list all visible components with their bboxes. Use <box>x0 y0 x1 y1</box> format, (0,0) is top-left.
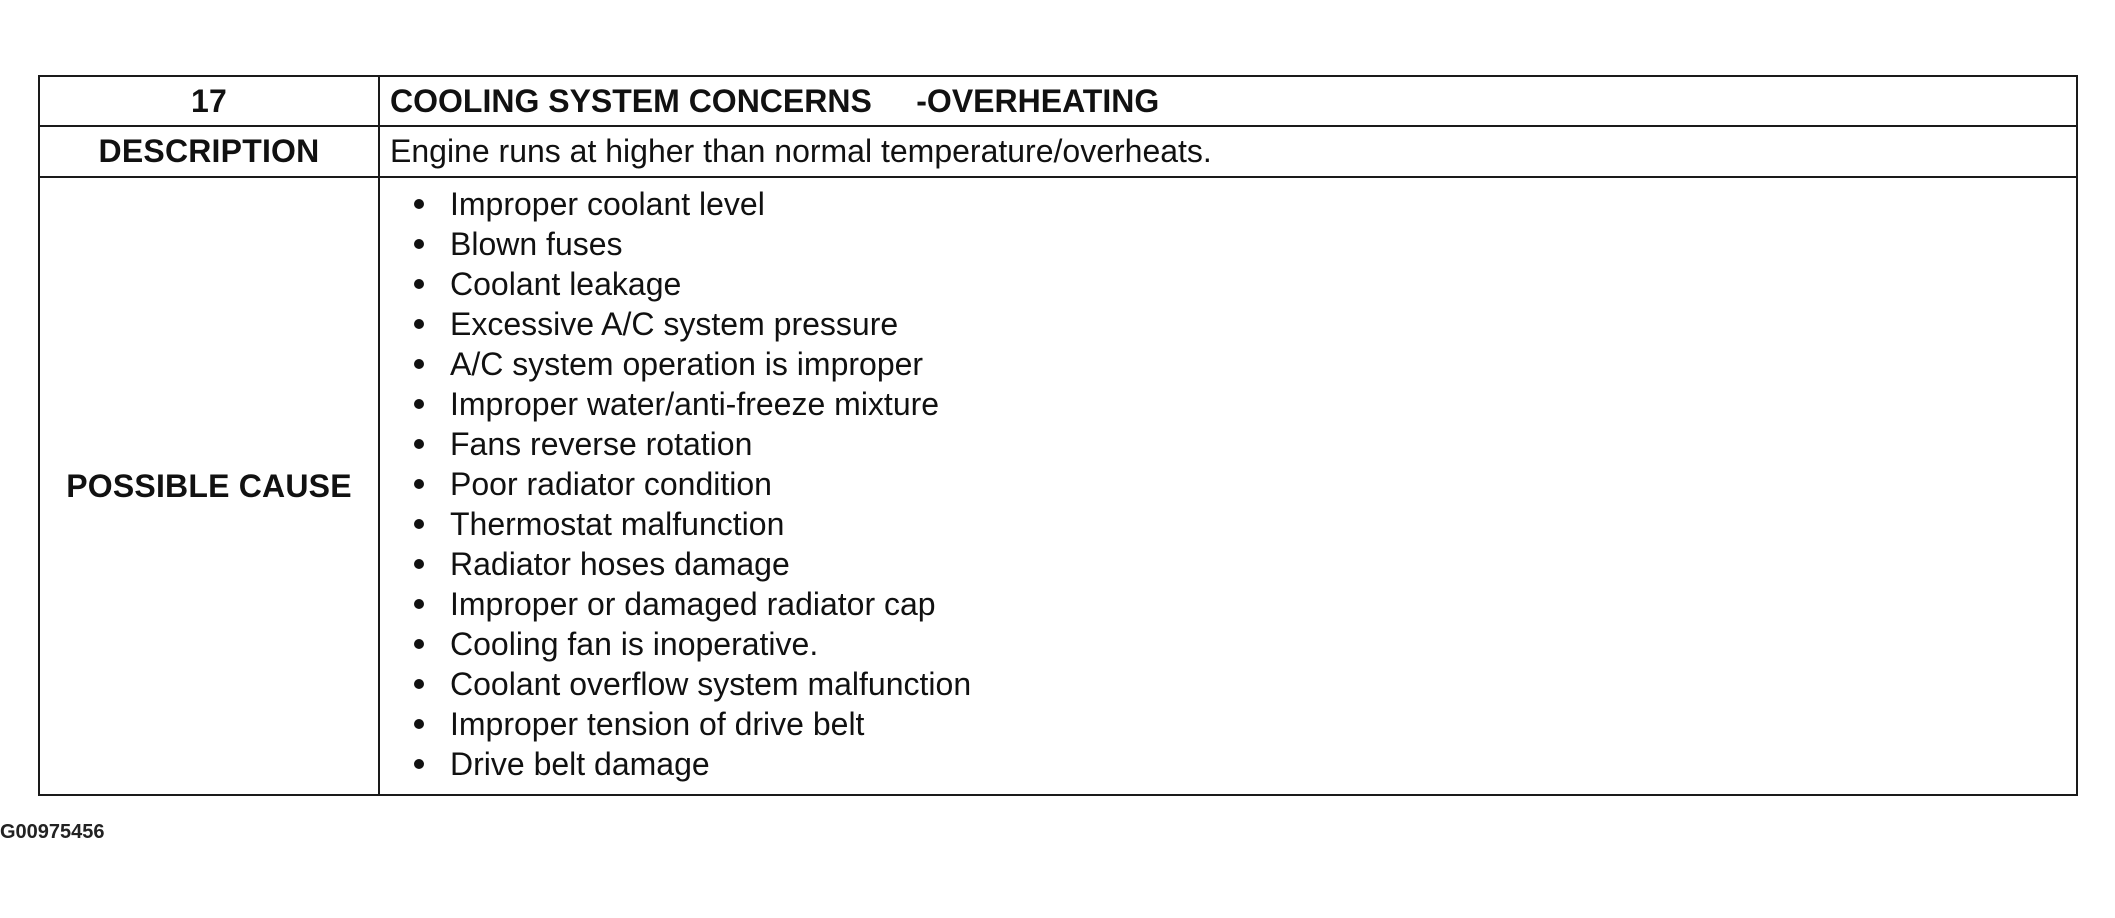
list-item <box>390 184 2076 224</box>
bullet-icon <box>414 639 424 649</box>
concern-title-cell <box>379 76 2077 126</box>
list-item <box>390 464 2076 504</box>
table-header-row <box>39 76 2077 126</box>
list-item <box>390 624 2076 664</box>
bullet-icon <box>414 359 424 369</box>
list-item <box>390 584 2076 624</box>
concern-number: 17 <box>39 76 379 126</box>
cause-text: Excessive A/C system pressure <box>450 306 899 342</box>
cause-text: Improper water/anti-freeze mixture <box>450 386 940 422</box>
list-item <box>390 304 2076 344</box>
cause-text: Blown fuses <box>450 226 623 262</box>
diagnostic-table <box>38 75 2078 796</box>
list-item <box>390 744 2076 784</box>
concern-title: COOLING SYSTEM CONCERNS -OVERHEATING <box>390 82 1160 119</box>
bullet-icon <box>414 399 424 409</box>
list-item <box>390 384 2076 424</box>
description-text: Engine runs at higher than normal temperature/overheats. <box>379 126 2077 177</box>
list-item <box>390 504 2076 544</box>
list-item <box>390 664 2076 704</box>
bullet-icon <box>414 559 424 569</box>
bullet-icon <box>414 519 424 529</box>
list-item <box>390 544 2076 584</box>
cause-text: Cooling fan is inoperative. <box>450 626 819 662</box>
cause-text: Fans reverse rotation <box>450 426 753 462</box>
list-item <box>390 344 2076 384</box>
possible-cause-cell <box>379 177 2077 795</box>
bullet-icon <box>414 439 424 449</box>
cause-text: Improper or damaged radiator cap <box>450 586 936 622</box>
bullet-icon <box>414 319 424 329</box>
cause-text: Coolant leakage <box>450 266 682 302</box>
cause-text: Radiator hoses damage <box>450 546 790 582</box>
bullet-icon <box>414 279 424 289</box>
possible-cause-row <box>39 177 2077 795</box>
figure-id: G00975456 <box>0 821 105 843</box>
bullet-icon <box>414 719 424 729</box>
bullet-icon <box>414 239 424 249</box>
list-item <box>390 264 2076 304</box>
bullet-icon <box>414 679 424 689</box>
cause-text: Improper coolant level <box>450 186 765 222</box>
list-item <box>390 424 2076 464</box>
description-label: DESCRIPTION <box>39 126 379 177</box>
bullet-icon <box>414 759 424 769</box>
bullet-icon <box>414 199 424 209</box>
cause-text: Drive belt damage <box>450 746 710 782</box>
possible-cause-label: POSSIBLE CAUSE <box>39 177 379 795</box>
cause-text: Coolant overflow system malfunction <box>450 666 972 702</box>
cause-text: A/C system operation is improper <box>450 346 924 382</box>
bullet-icon <box>414 599 424 609</box>
cause-text: Poor radiator condition <box>450 466 772 502</box>
bullet-icon <box>414 479 424 489</box>
description-row <box>39 126 2077 177</box>
cause-text: Improper tension of drive belt <box>450 706 865 742</box>
list-item <box>390 224 2076 264</box>
cause-list <box>390 178 2076 794</box>
list-item <box>390 704 2076 744</box>
cause-text: Thermostat malfunction <box>450 506 785 542</box>
